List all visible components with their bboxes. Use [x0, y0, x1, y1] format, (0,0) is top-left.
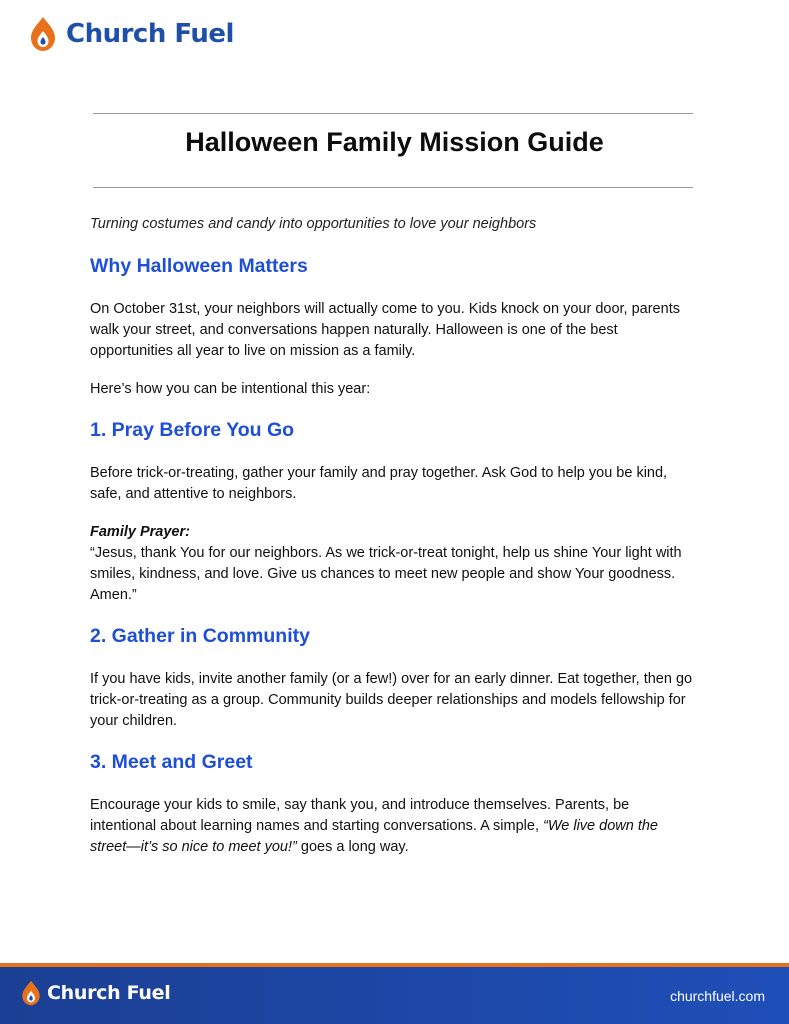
heading-why-halloween: Why Halloween Matters — [90, 255, 308, 277]
meet-text-before: Encourage your kids to smile, say thank you, and introduce themselves. Parents, be intentional about learning names and starting conversations. A simple, — [90, 797, 630, 834]
footer-url-link[interactable]: churchfuel.com — [670, 988, 765, 1004]
page-title: Halloween Family Mission Guide — [185, 127, 604, 157]
document-body — [90, 214, 698, 875]
flame-icon — [28, 16, 58, 52]
meet-text-after: goes a long way. — [296, 839, 409, 855]
paragraph-why-1: On October 31st, your neighbors will actually come to you. Kids knock on your door, parents walk your street, and conversations happen naturally. Halloween is one of the best opportunities all year to live on mission as a family. — [90, 301, 680, 359]
paragraph-meet — [90, 795, 698, 858]
logo-text: Church Fuel — [66, 19, 234, 49]
meet-quote: “We live down the street—it’s so nice to meet you!” — [90, 818, 658, 855]
paragraph-pray: Before trick-or-treating, gather your family and pray together. Ask God to help you be kind, safe, and attentive to neighbors. — [90, 465, 668, 502]
footer-logo-text: Church Fuel — [47, 982, 171, 1004]
heading-gather: 2. Gather in Community — [90, 625, 310, 647]
flame-icon — [20, 980, 42, 1006]
header-logo[interactable] — [28, 16, 234, 52]
paragraph-why-2: Here’s how you can be intentional this year: — [90, 381, 371, 397]
heading-pray: 1. Pray Before You Go — [90, 419, 295, 441]
paragraph-gather: If you have kids, invite another family (or a few!) over for an early dinner. Eat together, then go trick-or-treating as a group. Community builds deeper relationships and models fellowship for your children. — [90, 671, 693, 729]
footer-logo[interactable] — [20, 980, 170, 1006]
top-divider — [93, 113, 693, 114]
heading-meet: 3. Meet and Greet — [90, 751, 253, 773]
prayer-text: “Jesus, thank You for our neighbors. As we trick-or-treat tonight, help us shine Your light with smiles, kindness, and love. Give us chances to meet new people and show Your goodness. Amen.” — [90, 545, 682, 603]
footer-bar — [0, 963, 789, 1024]
subtitle: Turning costumes and candy into opportunities to love your neighbors — [90, 216, 537, 232]
prayer-label: Family Prayer: — [90, 524, 190, 540]
bottom-divider — [93, 187, 693, 188]
